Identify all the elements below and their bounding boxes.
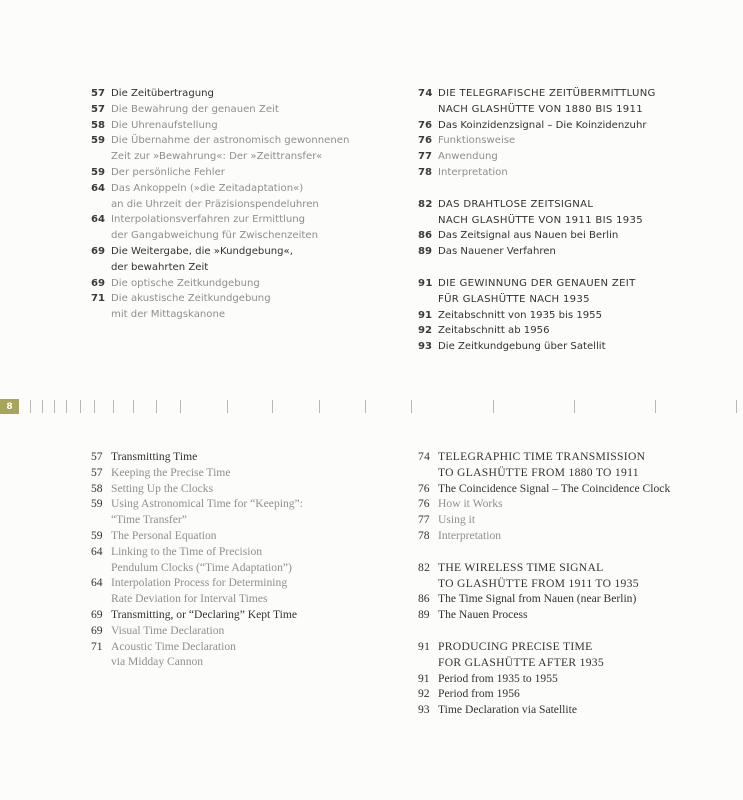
toc-title-line: The Nauen Process: [438, 608, 528, 622]
toc-title: [111, 449, 197, 465]
toc-entry: [91, 244, 391, 276]
toc-title: [438, 639, 604, 671]
divider-tick: [30, 400, 31, 413]
divider-tick: [411, 400, 412, 413]
toc-title-line: Visual Time Declaration: [111, 623, 225, 637]
toc-entry: [91, 575, 401, 607]
toc-title: [111, 465, 230, 481]
toc-title: [111, 102, 279, 118]
toc-title: [438, 228, 618, 244]
toc-title-line: DIE GEWINNUNG DER GENAUEN ZEIT: [438, 277, 636, 289]
toc-title-line: How it Works: [438, 497, 503, 511]
toc-entry: [418, 686, 738, 702]
toc-page-number: 89: [418, 246, 433, 258]
toc-title: [111, 528, 217, 544]
toc-title-line: Rate Deviation for Interval Times: [111, 592, 268, 606]
divider-tick: [180, 400, 181, 413]
toc-title: [438, 133, 515, 149]
toc-title-line: Zeitabschnitt von 1935 bis 1955: [438, 309, 603, 321]
toc-title-line: Das Nauener Verfahren: [438, 246, 556, 258]
toc-title-line: Die Bewahrung der genauen Zeit: [111, 103, 279, 115]
toc-title: [111, 244, 293, 276]
toc-title-line: The Personal Equation: [111, 528, 217, 542]
toc-page-number: 58: [91, 119, 106, 131]
toc-english-right: [418, 449, 738, 718]
toc-entry: [91, 212, 391, 244]
toc-title-line: Using it: [438, 513, 476, 527]
toc-entry: [418, 339, 728, 355]
toc-entry: [418, 165, 728, 181]
toc-title-line: TO GLASHÜTTE FROM 1911 TO 1935: [438, 576, 639, 590]
toc-entry: [418, 228, 728, 244]
toc-title-line: Die Zeitkundgebung über Satellit: [438, 341, 606, 353]
toc-entry: [91, 165, 391, 181]
toc-page-number: 57: [91, 450, 103, 463]
divider-tick: [493, 400, 494, 413]
divider-tick: [319, 400, 320, 413]
toc-title-line: der Gangabweichung für Zwischenzeiten: [111, 230, 318, 242]
toc-title-line: Linking to the Time of Precision: [111, 544, 263, 558]
divider-tick: [54, 400, 55, 413]
toc-entry: [91, 86, 391, 102]
toc-title-line: Das Zeitsignal aus Nauen bei Berlin: [438, 230, 619, 242]
toc-title: [111, 212, 318, 244]
toc-title-line: NACH GLASHÜTTE VON 1880 BIS 1911: [438, 103, 643, 115]
toc-page-number: 69: [91, 607, 103, 621]
divider-tick: [655, 400, 656, 413]
toc-page-number: 64: [91, 576, 103, 590]
toc-entry: [418, 118, 728, 134]
toc-title-line: DIE TELEGRAFISCHE ZEITÜBERMITTLUNG: [438, 88, 656, 99]
toc-title: [438, 496, 503, 512]
toc-title: [111, 181, 319, 213]
divider-tick: [574, 400, 575, 413]
toc-entry: [91, 181, 391, 213]
toc-title: [111, 639, 236, 671]
toc-title-line: Die Weitergabe, die »Kundgebung«,: [111, 245, 293, 257]
toc-page-number: 91: [418, 309, 433, 321]
toc-entry: [418, 607, 738, 623]
toc-title: [438, 528, 501, 544]
toc-entry: [91, 496, 401, 528]
toc-page-number: 57: [91, 103, 106, 115]
toc-title-line: Time Declaration via Satellite: [438, 703, 577, 717]
divider-tick: [156, 400, 157, 413]
toc-title-line: Interpolation Process for Determining: [111, 576, 288, 590]
toc-section-heading: [418, 86, 728, 118]
toc-title: [438, 244, 556, 260]
toc-title: [111, 607, 297, 623]
toc-page-number: 59: [91, 166, 106, 178]
toc-title-line: Zeitabschnitt ab 1956: [438, 325, 550, 337]
toc-page-number: 82: [418, 198, 433, 210]
toc-entry: [91, 276, 391, 292]
toc-title: [438, 591, 636, 607]
toc-title-line: der bewahrten Zeit: [111, 261, 209, 273]
toc-entry: [91, 291, 391, 323]
toc-title: [438, 86, 656, 118]
toc-section-heading: [418, 197, 728, 229]
toc-page-number: 92: [418, 325, 433, 337]
page-divider-strip: [0, 396, 743, 420]
toc-title-line: Das Ankoppeln (»die Zeitadaptation«): [111, 182, 304, 194]
toc-page-number: 74: [418, 450, 431, 463]
toc-page-number: 78: [418, 528, 430, 542]
toc-entry: [418, 308, 728, 324]
toc-entry: [418, 133, 728, 149]
toc-entry: [91, 133, 391, 165]
toc-page-number: 69: [91, 245, 106, 257]
toc-section-heading: [418, 276, 728, 308]
toc-page-number: 77: [418, 151, 433, 163]
toc-title: [438, 308, 602, 324]
toc-entry: [418, 323, 728, 339]
divider-tick: [80, 400, 81, 413]
toc-title: [438, 702, 577, 718]
toc-page-number: 91: [418, 639, 431, 653]
toc-title-line: Pendulum Clocks (“Time Adaptation”): [111, 560, 292, 574]
toc-title: [438, 323, 550, 339]
toc-page-number: 64: [91, 544, 103, 558]
toc-title-line: an die Uhrzeit der Präzisionspendeluhren: [111, 198, 319, 210]
toc-entry: [418, 244, 728, 260]
toc-title-line: Die akustische Zeitkundgebung: [111, 293, 271, 305]
toc-title-line: Interpolationsverfahren zur Ermittlung: [111, 214, 306, 226]
toc-title-line: Interpretation: [438, 166, 508, 178]
divider-tick: [94, 400, 95, 413]
toc-title: [111, 291, 271, 323]
toc-title-line: THE WIRELESS TIME SIGNAL: [438, 560, 604, 574]
toc-page-number: 77: [418, 513, 430, 527]
toc-title: [111, 623, 224, 639]
toc-page-number: 59: [91, 528, 103, 542]
toc-title: [438, 686, 520, 702]
toc-entry: [418, 481, 738, 497]
toc-title-line: via Midday Cannon: [111, 655, 204, 669]
toc-title: [111, 481, 213, 497]
toc-section-heading: [418, 449, 738, 481]
toc-entry: [418, 512, 738, 528]
toc-title: [111, 165, 225, 181]
toc-title-line: FOR GLASHÜTTE AFTER 1935: [438, 655, 604, 669]
toc-title: [438, 671, 558, 687]
toc-title: [438, 149, 498, 165]
toc-page-number: 78: [418, 166, 433, 178]
toc-title: [438, 560, 639, 592]
toc-section-heading: [418, 560, 738, 592]
toc-title-line: NACH GLASHÜTTE VON 1911 BIS 1935: [438, 214, 643, 226]
page-number: 8: [0, 399, 19, 414]
toc-title-line: Keeping the Precise Time: [111, 465, 231, 479]
toc-page-number: 74: [418, 88, 433, 99]
divider-tick: [113, 400, 114, 413]
toc-title-line: Der persönliche Fehler: [111, 166, 225, 178]
toc-title-line: The Time Signal from Nauen (near Berlin): [438, 592, 637, 606]
toc-page-number: 91: [418, 671, 430, 685]
toc-title-line: Transmitting, or “Declaring” Kept Time: [111, 607, 298, 621]
toc-page-number: 59: [91, 497, 103, 511]
toc-english-left: [91, 449, 401, 670]
toc-title-line: Period from 1935 to 1955: [438, 671, 558, 685]
toc-title-line: mit der Mittagskanone: [111, 309, 226, 321]
toc-page-number: 57: [91, 88, 106, 99]
toc-title-line: FÜR GLASHÜTTE NACH 1935: [438, 293, 590, 305]
toc-page-number: 57: [91, 465, 103, 479]
toc-title-line: Period from 1956: [438, 687, 520, 701]
divider-tick: [227, 400, 228, 413]
toc-entry: [91, 465, 401, 481]
toc-section-heading: [418, 639, 738, 671]
toc-title: [438, 607, 528, 623]
toc-page-number: 69: [91, 623, 103, 637]
toc-entry: [91, 544, 401, 576]
toc-title-line: PRODUCING PRECISE TIME: [438, 639, 593, 653]
divider-tick: [133, 400, 134, 413]
toc-page-number: 76: [418, 119, 433, 131]
toc-entry: [91, 607, 401, 623]
divider-tick: [272, 400, 273, 413]
toc-title-line: Die Übernahme der astronomisch gewonnenen: [111, 135, 350, 147]
toc-title: [111, 133, 349, 165]
toc-title-line: Die optische Zeitkundgebung: [111, 277, 260, 289]
toc-page-number: 64: [91, 182, 106, 194]
toc-entry: [418, 591, 738, 607]
toc-title: [438, 512, 475, 528]
toc-page-number: 93: [418, 703, 430, 717]
toc-title-line: Das Koinzidenzsignal – Die Koinzidenzuhr: [438, 119, 647, 131]
toc-title-line: TELEGRAPHIC TIME TRANSMISSION: [438, 450, 646, 463]
toc-page-number: 71: [91, 293, 106, 305]
divider-tick: [736, 400, 737, 413]
toc-title: [438, 276, 636, 308]
toc-title: [438, 118, 647, 134]
toc-title-line: Interpretation: [438, 528, 502, 542]
toc-title: [438, 449, 645, 481]
toc-title-line: Using Astronomical Time for “Keeping”:: [111, 497, 303, 511]
toc-title-line: Anwendung: [438, 151, 498, 163]
toc-page-number: 82: [418, 560, 431, 574]
toc-entry: [91, 639, 401, 671]
toc-page-number: 92: [418, 687, 430, 701]
toc-title-line: Transmitting Time: [111, 450, 198, 463]
toc-page-number: 76: [418, 481, 430, 495]
divider-tick: [66, 400, 67, 413]
toc-german-left: [91, 86, 391, 323]
toc-page-number: 86: [418, 592, 430, 606]
toc-page-number: 86: [418, 230, 433, 242]
divider-tick: [42, 400, 43, 413]
toc-title-line: “Time Transfer”: [111, 513, 187, 527]
toc-title-line: Acoustic Time Declaration: [111, 639, 236, 653]
toc-page-number: 91: [418, 277, 433, 289]
toc-entry: [91, 623, 401, 639]
toc-title: [111, 276, 260, 292]
toc-title: [111, 496, 303, 528]
toc-title: [111, 86, 214, 102]
toc-title-line: The Coincidence Signal – The Coincidence Clock: [438, 481, 671, 495]
toc-entry: [91, 481, 401, 497]
toc-german-right: [418, 86, 728, 355]
toc-title: [111, 575, 287, 607]
toc-entry: [418, 528, 738, 544]
toc-entry: [418, 496, 738, 512]
toc-entry: [91, 449, 401, 465]
toc-title-line: Die Uhrenaufstellung: [111, 119, 218, 131]
toc-page-number: 59: [91, 135, 106, 147]
toc-page-number: 69: [91, 277, 106, 289]
toc-page-number: 93: [418, 341, 433, 353]
toc-page-number: 76: [418, 135, 433, 147]
toc-entry: [418, 149, 728, 165]
toc-page-number: 64: [91, 214, 106, 226]
toc-title-line: Die Zeitübertragung: [111, 88, 214, 99]
toc-page-number: 58: [91, 481, 103, 495]
toc-title-line: Zeit zur »Bewahrung«: Der »Zeittransfer«: [111, 151, 323, 163]
toc-entry: [91, 102, 391, 118]
toc-page-number: 71: [91, 639, 103, 653]
toc-page-number: 89: [418, 608, 430, 622]
toc-title-line: DAS DRAHTLOSE ZEITSIGNAL: [438, 198, 594, 210]
toc-page-number: 76: [418, 497, 430, 511]
toc-entry: [418, 702, 738, 718]
toc-title: [438, 481, 670, 497]
toc-title-line: Funktionsweise: [438, 135, 516, 147]
toc-title: [438, 339, 606, 355]
toc-title: [438, 197, 643, 229]
toc-title: [111, 118, 218, 134]
toc-entry: [91, 528, 401, 544]
toc-title: [438, 165, 508, 181]
toc-title-line: TO GLASHÜTTE FROM 1880 TO 1911: [438, 465, 639, 479]
divider-tick: [365, 400, 366, 413]
toc-title-line: Setting Up the Clocks: [111, 481, 214, 495]
toc-entry: [418, 671, 738, 687]
toc-title: [111, 544, 292, 576]
toc-entry: [91, 118, 391, 134]
